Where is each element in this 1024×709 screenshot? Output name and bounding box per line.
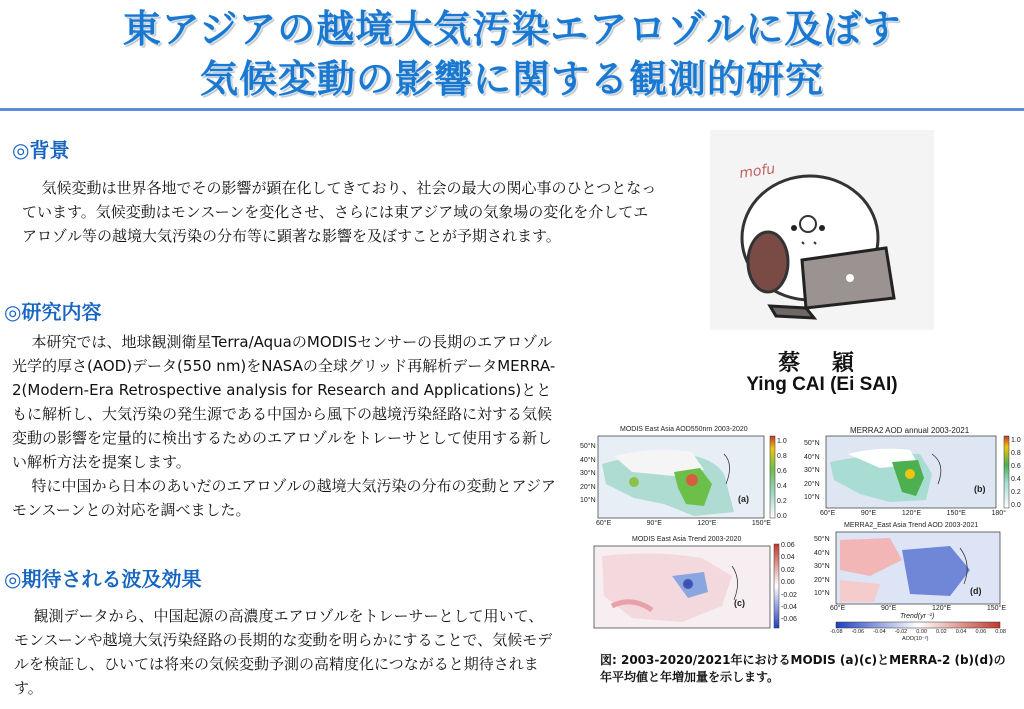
map-b-title: MERRA2 AOD annual 2003-2021 [850, 426, 970, 435]
map-c-plot [592, 536, 804, 632]
map-d-title: MERRA2_East Asia Trend AOD 2003-2021 [844, 522, 979, 529]
poster-title [0, 4, 1024, 104]
avatar-illustration [710, 130, 934, 330]
map-d-cbar-ticks: -0.08 -0.06 -0.04 -0.02 0.00 0.02 0.04 0.06 0.08 [830, 629, 1006, 635]
map-d-lon-ticks: 60°E 90°E 120°E 150°E [830, 605, 1006, 612]
map-a-cbar-ticks: 1.0 0.8 0.6 0.4 0.2 0.0 [777, 438, 787, 520]
map-d-lat-ticks: 50°N 40°N 30°N 20°N 10°N [814, 536, 830, 597]
map-d-label: (d) [970, 586, 982, 596]
map-a-title: MODIS East Asia AOD550nm 2003-2020 [620, 426, 748, 433]
background-text [22, 176, 658, 248]
map-a-label: (a) [738, 494, 749, 504]
figure-caption: 図: 2003-2020/2021年におけるMODIS (a)(c)とMERRA-2 (b)(d)の年平均値と年増加量を示します。 [600, 653, 1006, 684]
map-c-title: MODIS East Asia Trend 2003-2020 [632, 536, 742, 543]
research-text [12, 330, 562, 522]
map-a-lon-ticks: 60°E 90°E 120°E 150°E [596, 520, 771, 527]
map-d-x-label: Trend(yr⁻¹) [900, 613, 935, 620]
research-paragraph-2: 特に中国から日本のあいだのエアロゾルの越境大気汚染の分布の変動とアジアモンスーンとの対応を調べました。 [12, 477, 556, 519]
map-panel-b [800, 424, 1022, 532]
map-panel-c [592, 536, 804, 632]
author-name-jp: 蔡 穎 [778, 351, 866, 376]
map-c-cbar-ticks: 0.06 0.04 0.02 0.00 -0.02 -0.04 -0.06 [781, 542, 797, 624]
title-line-1: 東アジアの越境大気汚染エアロゾルに及ぼす [122, 7, 902, 51]
avatar-scribble: mofu [738, 161, 777, 182]
map-a-plot [574, 424, 786, 532]
background-paragraph: 気候変動は世界各地でその影響が顕在化してきており、社会の最大の関心事のひとつとなっています。気候変動はモンスーンを変化させ、さらには東アジア域の気象場の変化を介してエアロゾル等の越境大気汚染の分布等に顕著な影響を及ぼすことが予期されます。 [22, 179, 657, 245]
research-paragraph-1: 本研究では、地球観測衛星Terra/AquaのMODISセンサーの長期のエアロゾル光学的厚さ(AOD)データ(550 nm)をNASAの全球グリッド再解析データMERRA-2(Modern-Era Retrospective analysis for Research and Applications)とともに解析し、大気汚染の発生源である中国から風下の越境汚染経路に対する気候変動の影響を定量的に検出するためのエアロゾルをトレーサとして使用する新しい解析方法を提案します。 [12, 333, 556, 471]
map-a-lat-ticks: 50°N 40°N 30°N 20°N 10°N [580, 443, 596, 504]
title-divider [0, 108, 1024, 111]
research-heading: ◎研究内容 [4, 300, 102, 324]
map-b-cbar-ticks: 1.0 0.8 0.6 0.4 0.2 0.0 [1011, 437, 1021, 509]
background-heading: ◎背景 [12, 138, 70, 162]
map-d-plot [810, 520, 1010, 642]
map-b-lon-ticks: 60°E 90°E 120°E 150°E 180° [820, 510, 1006, 517]
effects-text [14, 604, 554, 700]
map-panel-d [810, 520, 1010, 642]
avatar [710, 130, 934, 330]
map-b-lat-ticks: 50°N 40°N 30°N 20°N 10°N [804, 440, 820, 501]
map-panel-a [574, 424, 786, 532]
map-b-label: (b) [974, 484, 986, 494]
effects-paragraph: 観測データから、中国起源の高濃度エアロゾルをトレーサーとして用いて、モンスーンや越境大気汚染経路の長期的な変動を明らかにすることで、気候モデルを検証し、ひいては将来の気候変動予測の高精度化につながると期待されます。 [14, 607, 553, 697]
effects-heading: ◎期待される波及効果 [4, 567, 202, 591]
author-name-en: Ying CAI (Ei SAI) [746, 374, 898, 395]
title-line-2: 気候変動の影響に関する観測的研究 [199, 57, 824, 101]
map-c-label: (c) [734, 598, 745, 608]
map-d-cbar-label: AOD(10⁻²) [902, 636, 929, 642]
